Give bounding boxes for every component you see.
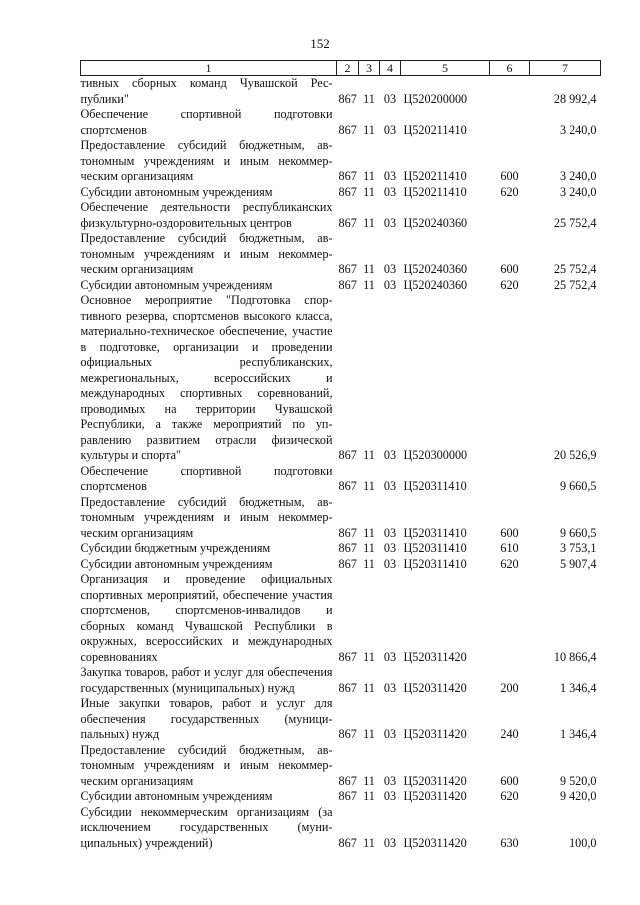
cell-section: 11 — [363, 680, 375, 695]
cell-subsection: 03 — [383, 727, 397, 741]
cell-target-article: Ц520311410 — [403, 525, 467, 540]
row-name: Субсидии некоммерческим организациям (за исключением государственных (муниципальных) учреждений) — [80, 804, 333, 850]
row-name: Закупка товаров, работ и услуг для обеспечения государственных (муниципальных) нужд — [80, 665, 333, 695]
row-name: Субсидии автономным учреждениям — [80, 789, 273, 803]
cell-target-article: Ц520311410 — [403, 556, 467, 571]
header-row — [81, 61, 601, 76]
cell-expense-type — [490, 76, 530, 108]
cell-section: 11 — [363, 835, 375, 850]
cell-gr-code: 867 — [338, 479, 357, 493]
header-col-5: 5 — [401, 61, 490, 76]
cell-gr-code: 867 — [338, 215, 357, 230]
table-row — [81, 293, 601, 464]
table-row — [81, 541, 601, 557]
header-col-4: 4 — [380, 61, 401, 76]
cell-target-article: Ц520311420 — [403, 773, 467, 788]
cell-section: 11 — [363, 649, 375, 664]
cell-amount: 3 240,0 — [559, 184, 597, 199]
row-name: Обеспечение спортивной подготовки спортсменов — [80, 107, 333, 137]
cell-gr-code: 867 — [338, 773, 357, 788]
cell-amount: 9 420,0 — [559, 789, 597, 803]
cell-section: 11 — [363, 773, 375, 788]
cell-expense-type: 600 — [500, 525, 519, 540]
cell-target-article: Ц520211410 — [403, 122, 467, 137]
cell-gr-code: 867 — [338, 541, 357, 555]
cell-subsection: 03 — [383, 479, 397, 493]
table-row — [81, 557, 601, 573]
budget-table — [80, 60, 601, 851]
cell-amount: 25 752,4 — [553, 262, 597, 276]
cell-amount: 20 526,9 — [553, 448, 597, 462]
cell-subsection: 03 — [383, 649, 397, 664]
cell-amount: 9 520,0 — [559, 773, 597, 788]
row-name: Иные закупки товаров, работ и услуг для обеспечения государственных (муниципальных) нужд — [80, 696, 333, 741]
table-row — [81, 665, 601, 696]
cell-subsection: 03 — [383, 277, 397, 292]
header-col-3: 3 — [359, 61, 380, 76]
header-col-6: 6 — [490, 61, 530, 76]
cell-amount: 3 240,0 — [559, 169, 597, 183]
cell-section: 11 — [363, 215, 375, 230]
row-name: Основное мероприятие "Подготовка спортивного резерва, спортсменов высокого класса, материально-техническое обеспечение, участие в подготовке, организации и проведении официальных республиканских, межрегиональных, всероссийских и международных спортивных соревнований, проводимых на территории Чувашской Республики, а также мероприятий по управлению развитием отрасли физической культуры и спорта" — [80, 293, 333, 462]
cell-section: 11 — [363, 448, 375, 462]
cell-gr-code: 867 — [338, 122, 357, 137]
table-row — [81, 789, 601, 805]
row-name: тивных сборных команд Чувашской Республики" — [80, 76, 333, 106]
cell-expense-type — [490, 107, 530, 138]
table-row — [81, 138, 601, 185]
cell-amount: 28 992,4 — [553, 91, 597, 106]
cell-target-article: Ц520311420 — [403, 649, 467, 664]
cell-gr-code: 867 — [338, 448, 357, 462]
cell-subsection: 03 — [383, 525, 397, 540]
cell-expense-type: 240 — [500, 727, 519, 741]
header-col-2: 2 — [337, 61, 359, 76]
table-row — [81, 805, 601, 852]
cell-amount: 9 660,5 — [559, 479, 597, 493]
cell-section: 11 — [363, 789, 375, 803]
cell-expense-type: 630 — [500, 835, 519, 850]
cell-section: 11 — [363, 122, 375, 137]
cell-target-article: Ц520311420 — [403, 727, 467, 741]
cell-section: 11 — [363, 184, 375, 199]
cell-subsection: 03 — [383, 789, 397, 803]
table-row — [81, 107, 601, 138]
cell-expense-type: 200 — [500, 680, 519, 695]
cell-amount: 9 660,5 — [559, 525, 597, 540]
cell-target-article: Ц520311420 — [403, 835, 467, 850]
cell-subsection: 03 — [383, 262, 397, 276]
cell-subsection: 03 — [383, 184, 397, 199]
cell-subsection: 03 — [383, 541, 397, 555]
cell-subsection: 03 — [383, 556, 397, 571]
row-name: Обеспечение спортивной подготовки спортсменов — [80, 463, 333, 493]
cell-target-article: Ц520300000 — [403, 448, 468, 462]
table-row — [81, 76, 601, 108]
cell-amount: 25 752,4 — [553, 277, 597, 292]
cell-target-article: Ц520240360 — [403, 262, 468, 276]
cell-subsection: 03 — [383, 169, 397, 183]
cell-expense-type: 600 — [500, 169, 519, 183]
cell-subsection: 03 — [383, 680, 397, 695]
cell-target-article: Ц520240360 — [403, 215, 468, 230]
row-name: Субсидии автономным учреждениям — [80, 277, 273, 292]
table-row — [81, 495, 601, 542]
cell-expense-type: 620 — [500, 556, 519, 571]
header-col-7: 7 — [530, 61, 601, 76]
cell-subsection: 03 — [383, 448, 397, 462]
cell-gr-code: 867 — [338, 277, 357, 292]
cell-target-article: Ц520200000 — [403, 91, 468, 106]
table-row — [81, 696, 601, 743]
cell-gr-code: 867 — [338, 184, 357, 199]
row-name: Организация и проведение официальных спортивных мероприятий, обеспечение участия спортсменов, спортсменов-инвалидов и сборных команд Чувашской Республики в окружных, всероссийских и международных соревнованиях — [80, 572, 333, 664]
page-number: 152 — [310, 36, 330, 51]
cell-amount: 1 346,4 — [559, 727, 597, 741]
table-row — [81, 572, 601, 665]
table-row — [81, 464, 601, 495]
cell-subsection: 03 — [383, 773, 397, 788]
cell-expense-type — [490, 572, 530, 665]
cell-target-article: Ц520311420 — [403, 789, 467, 803]
cell-expense-type — [490, 200, 530, 231]
cell-gr-code: 867 — [338, 262, 357, 276]
cell-expense-type: 600 — [500, 262, 519, 276]
cell-target-article: Ц520311420 — [403, 680, 467, 695]
cell-section: 11 — [363, 541, 375, 555]
cell-expense-type: 620 — [500, 184, 519, 199]
row-name: Субсидии бюджетным учреждениям — [80, 541, 271, 555]
cell-gr-code: 867 — [338, 556, 357, 571]
cell-target-article: Ц520211410 — [403, 169, 467, 183]
cell-expense-type: 600 — [500, 773, 519, 788]
cell-section: 11 — [363, 91, 375, 106]
cell-section: 11 — [363, 556, 375, 571]
table-row — [81, 200, 601, 231]
table-header — [81, 61, 601, 76]
cell-section: 11 — [363, 169, 375, 183]
cell-section: 11 — [363, 262, 375, 276]
row-name: Предоставление субсидий бюджетным, автономным учреждениям и иным некоммерческим организациям — [80, 494, 333, 540]
row-name: Предоставление субсидий бюджетным, автономным учреждениям и иным некоммерческим организациям — [80, 742, 333, 788]
cell-expense-type — [490, 293, 530, 464]
table-row — [81, 185, 601, 201]
cell-amount: 25 752,4 — [553, 215, 597, 230]
cell-gr-code: 867 — [338, 91, 357, 106]
cell-section: 11 — [363, 479, 375, 493]
cell-expense-type: 610 — [500, 541, 519, 555]
cell-target-article: Ц520211410 — [403, 184, 467, 199]
cell-target-article: Ц520311410 — [403, 541, 467, 555]
cell-expense-type: 620 — [500, 277, 519, 292]
cell-subsection: 03 — [383, 215, 397, 230]
cell-target-article: Ц520240360 — [403, 277, 468, 292]
row-name: Субсидии автономным учреждениям — [80, 556, 273, 571]
cell-amount: 100,0 — [569, 835, 597, 850]
row-name: Субсидии автономным учреждениям — [80, 184, 273, 199]
cell-amount: 1 346,4 — [559, 680, 597, 695]
cell-section: 11 — [363, 727, 375, 741]
cell-amount: 5 907,4 — [559, 556, 597, 571]
cell-subsection: 03 — [383, 835, 397, 850]
cell-subsection: 03 — [383, 91, 397, 106]
table-row — [81, 743, 601, 790]
cell-expense-type — [490, 464, 530, 495]
cell-amount: 3 240,0 — [559, 122, 597, 137]
cell-gr-code: 867 — [338, 789, 357, 803]
cell-subsection: 03 — [383, 122, 397, 137]
cell-target-article: Ц520311410 — [403, 479, 467, 493]
cell-gr-code: 867 — [338, 835, 357, 850]
row-name: Предоставление субсидий бюджетным, автономным учреждениям и иным некоммерческим организациям — [80, 231, 333, 276]
table-row — [81, 231, 601, 278]
row-name: Обеспечение деятельности республиканских физкультурно-оздоровительных центров — [80, 200, 333, 230]
cell-amount: 3 753,1 — [559, 541, 597, 555]
cell-gr-code: 867 — [338, 525, 357, 540]
cell-gr-code: 867 — [338, 727, 357, 741]
cell-expense-type: 620 — [500, 789, 519, 803]
cell-gr-code: 867 — [338, 680, 357, 695]
cell-gr-code: 867 — [338, 169, 357, 183]
cell-section: 11 — [363, 277, 375, 292]
header-col-1: 1 — [81, 61, 337, 76]
table-body — [81, 76, 601, 852]
row-name: Предоставление субсидий бюджетным, автономным учреждениям и иным некоммерческим организациям — [80, 138, 333, 183]
table-row — [81, 278, 601, 294]
cell-gr-code: 867 — [338, 649, 357, 664]
cell-amount: 10 866,4 — [553, 649, 597, 664]
cell-section: 11 — [363, 525, 375, 540]
